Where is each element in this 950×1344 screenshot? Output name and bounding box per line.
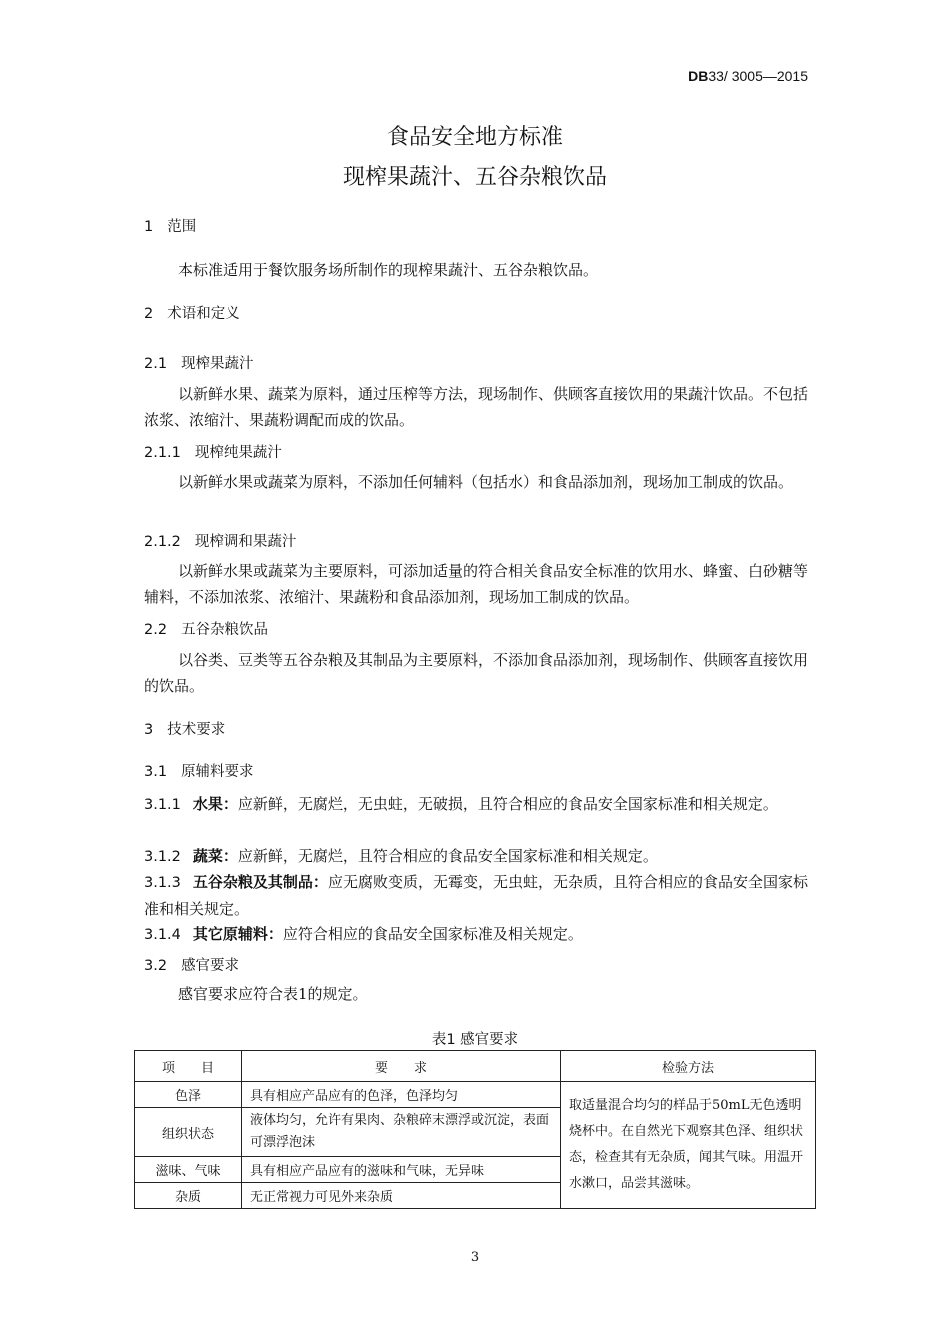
- section-1-heading: [144, 215, 196, 236]
- section-3-1-2: [144, 843, 808, 870]
- row-item: 滋味、气味: [135, 1157, 242, 1183]
- section-3-1-heading: [144, 760, 254, 781]
- section-title: 原辅料要求: [181, 764, 254, 780]
- inspection-method: 取适量混合均匀的样品于50mL无色透明烧杯中。在自然光下观察其色泽、组织状态，检查其有无杂质，闻其气味。用温开水漱口，品尝其滋味。: [561, 1082, 816, 1209]
- section-3-2-heading: [144, 954, 239, 975]
- section-2-heading: [144, 302, 240, 323]
- standard-title-line2: 现榨果蔬汁、五谷杂粮饮品: [342, 165, 607, 190]
- section-3-1-4: [144, 921, 808, 948]
- section-2-2-heading: [144, 618, 268, 639]
- row-requirement: 具有相应产品应有的滋味和气味，无异味: [242, 1157, 561, 1183]
- section-number: 3: [144, 722, 154, 738]
- row-requirement: 具有相应产品应有的色泽，色泽均匀: [242, 1082, 561, 1108]
- section-3-1-3: [144, 869, 808, 922]
- row-item: 杂质: [135, 1183, 242, 1209]
- row-requirement: 无正常视力可见外来杂质: [242, 1183, 561, 1209]
- section-title: 现榨调和果蔬汁: [194, 534, 297, 550]
- section-2-1-2-text: 以新鲜水果或蔬菜为主要原料，可添加适量的符合相关食品安全标准的饮用水、蜂蜜、白砂糖等辅料，不添加浓浆、浓缩汁、果蔬粉和食品添加剂，现场加工制成的饮品。: [144, 562, 809, 606]
- section-title: 感官要求: [181, 958, 240, 974]
- header-item: 项 目: [135, 1051, 242, 1082]
- section-number: 3.2: [144, 958, 168, 974]
- section-3-1-1: [144, 791, 808, 818]
- item-text: 应无腐败变质，无霉变，无虫蛀，无杂质，且符合相应的食品安全国家标准和相关规定。: [144, 873, 808, 918]
- section-2-1-2-heading: [144, 530, 296, 551]
- item-label: 蔬菜：: [192, 847, 238, 865]
- item-number: 3.1.2: [144, 849, 181, 865]
- table-row: [135, 1082, 816, 1108]
- document-prefix: DB: [688, 68, 709, 84]
- section-2-1-heading: [144, 352, 254, 373]
- item-text: 应符合相应的食品安全国家标准及相关规定。: [282, 925, 583, 943]
- section-1-text: 本标准适用于餐饮服务场所制作的现榨果蔬汁、五谷杂粮饮品。: [178, 261, 599, 279]
- item-label: 五谷杂粮及其制品：: [192, 873, 328, 891]
- section-2-2-text: 以谷类、豆类等五谷杂粮及其制品为主要原料，不添加食品添加剂，现场制作、供顾客直接饮用的饮品。: [144, 651, 809, 695]
- section-title: 现榨纯果蔬汁: [194, 445, 282, 461]
- section-title: 技术要求: [167, 722, 226, 738]
- section-number: 1: [144, 219, 154, 235]
- page-number: 3: [470, 1250, 480, 1265]
- section-number: 2.2: [144, 622, 168, 638]
- document-code: 33/ 3005—2015: [708, 68, 808, 84]
- section-2-1-text: 以新鲜水果、蔬菜为原料，通过压榨等方法，现场制作、供顾客直接饮用的果蔬汁饮品。不包括浓浆、浓缩汁、果蔬粉调配而成的饮品。: [144, 385, 809, 429]
- section-title: 五谷杂粮饮品: [181, 622, 269, 638]
- item-text: 应新鲜，无腐烂，无虫蛀，无破损，且符合相应的食品安全国家标准和相关规定。: [237, 795, 778, 813]
- sensory-requirements-table: [134, 1050, 816, 1209]
- header-method: 检验方法: [561, 1051, 816, 1082]
- standard-title-line1: 食品安全地方标准: [386, 125, 563, 150]
- item-text: 应新鲜，无腐烂，且符合相应的食品安全国家标准和相关规定。: [237, 847, 658, 865]
- section-2-1-1-text: 以新鲜水果或蔬菜为原料，不添加任何辅料（包括水）和食品添加剂，现场加工制成的饮品。: [178, 473, 794, 491]
- row-item: 组织状态: [135, 1108, 242, 1157]
- section-number: 3.1: [144, 764, 168, 780]
- section-number: 2.1.2: [144, 534, 181, 550]
- section-3-2-text: 感官要求应符合表1的规定。: [178, 985, 368, 1003]
- item-number: 3.1.4: [144, 927, 181, 943]
- section-title: 术语和定义: [167, 306, 240, 322]
- section-number: 2: [144, 306, 154, 322]
- section-3-heading: [144, 718, 225, 739]
- row-item: 色泽: [135, 1082, 242, 1108]
- document-number: [688, 68, 808, 84]
- section-number: 2.1: [144, 356, 168, 372]
- section-title: 范围: [167, 219, 197, 235]
- item-label: 其它原辅料：: [192, 925, 283, 943]
- item-number: 3.1.1: [144, 797, 181, 813]
- row-requirement: 液体均匀，允许有果肉、杂粮碎末漂浮或沉淀，表面可漂浮泡沫: [242, 1108, 561, 1157]
- table-caption: 表1 感官要求: [431, 1032, 519, 1048]
- section-number: 2.1.1: [144, 445, 181, 461]
- section-title: 现榨果蔬汁: [181, 356, 254, 372]
- section-2-1-1-heading: [144, 441, 282, 462]
- table-header-row: [135, 1051, 816, 1082]
- item-label: 水果：: [192, 795, 238, 813]
- item-number: 3.1.3: [144, 875, 181, 891]
- header-requirement: 要 求: [242, 1051, 561, 1082]
